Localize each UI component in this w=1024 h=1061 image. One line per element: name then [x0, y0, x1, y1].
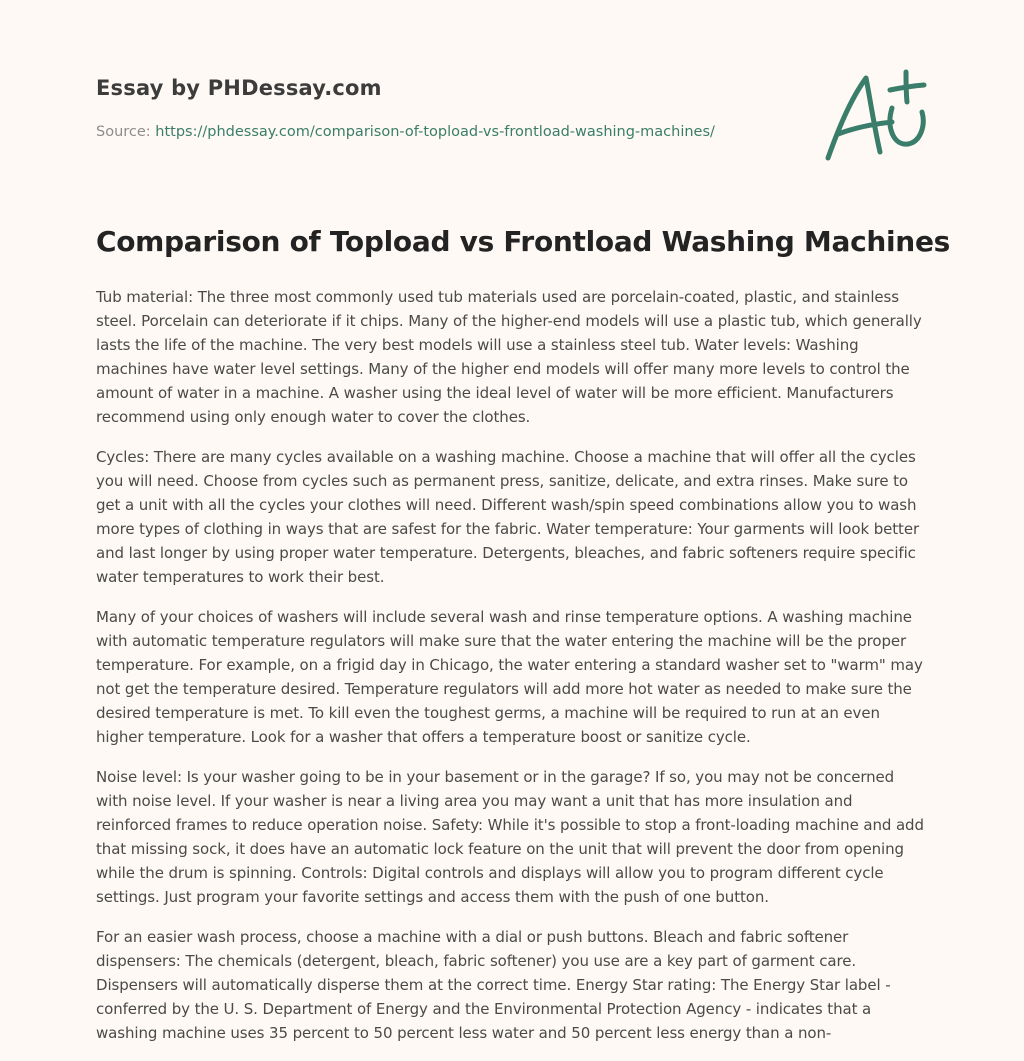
essay-paragraph: Cycles: There are many cycles available on a washing machine. Choose a machine that will offer all the cycles you will need. Choose from cycles such as permanent press, sanitize, delicate, and extra rinses. Make sure to get a unit with all the cycles your clothes will need. Different wash/spin speed combinations allow you to wash more types of clothing in ways that are safest for the fabric. Water temperature: Your garments will look better and last longer by using proper water temperature. Detergents, bleaches, and fabric softeners require specific water temperatures to work their best. [96, 448, 920, 586]
a-plus-logo-icon [820, 68, 930, 164]
essay-title: Comparison of Topload vs Frontload Washing Machines [96, 225, 950, 258]
source-line [96, 124, 715, 140]
source-label: Source: [96, 124, 156, 140]
essay-paragraph: For an easier wash process, choose a machine with a dial or push buttons. Bleach and fabric softener dispensers: The chemicals (detergent, bleach, fabric softener) you use are a key part of garment care. Dispensers will automatically disperse them at the correct time. Energy Star rating: The Energy Star label - conferred by the U. S. Department of Energy and the Environmental Protection Agency - indicates that a washing machine uses 35 percent to 50 percent less water and 50 percent less energy than a non- [96, 928, 891, 1042]
essay-body [96, 285, 930, 1061]
essay-page [96, 0, 950, 1060]
essay-paragraph: Noise level: Is your washer going to be in your basement or in the garage? If so, you may not be concerned with noise level. If your washer is near a living area you may want a unit that has more insulation and reinforced frames to reduce operation noise. Safety: While it's possible to stop a front-loading machine and add that missing sock, it does have an automatic lock feature on the unit that will prevent the door from opening while the drum is spinning. Controls: Digital controls and displays will allow you to program different cycle settings. Just program your favorite settings and access them with the push of one button. [96, 768, 924, 906]
brand-title: Essay by PHDessay.com [96, 76, 382, 100]
essay-paragraph: Many of your choices of washers will include several wash and rinse temperature options. A washing machine with automatic temperature regulators will make sure that the water entering the machine will be the proper temperature. For example, on a frigid day in Chicago, the water entering a standard washer set to "warm" may not get the temperature desired. Temperature regulators will add more hot water as needed to make sure the desired temperature is met. To kill even the toughest germs, a machine will be required to run at an even higher temperature. Look for a washer that offers a temperature boost or sanitize cycle. [96, 608, 923, 746]
essay-paragraph: Tub material: The three most commonly used tub materials used are porcelain-coated, plastic, and stainless steel. Porcelain can deteriorate if it chips. Many of the higher-end models will use a plastic tub, which generally lasts the life of the machine. The very best models will use a stainless steel tub. Water levels: Washing machines have water level settings. Many of the higher end models will offer many more levels to control the amount of water in a machine. A washer using the ideal level of water will be more efficient. Manufacturers recommend using only enough water to cover the clothes. [96, 288, 922, 426]
source-link[interactable]: https://phdessay.com/comparison-of-topload-vs-frontload-washing-machines/ [155, 124, 715, 140]
